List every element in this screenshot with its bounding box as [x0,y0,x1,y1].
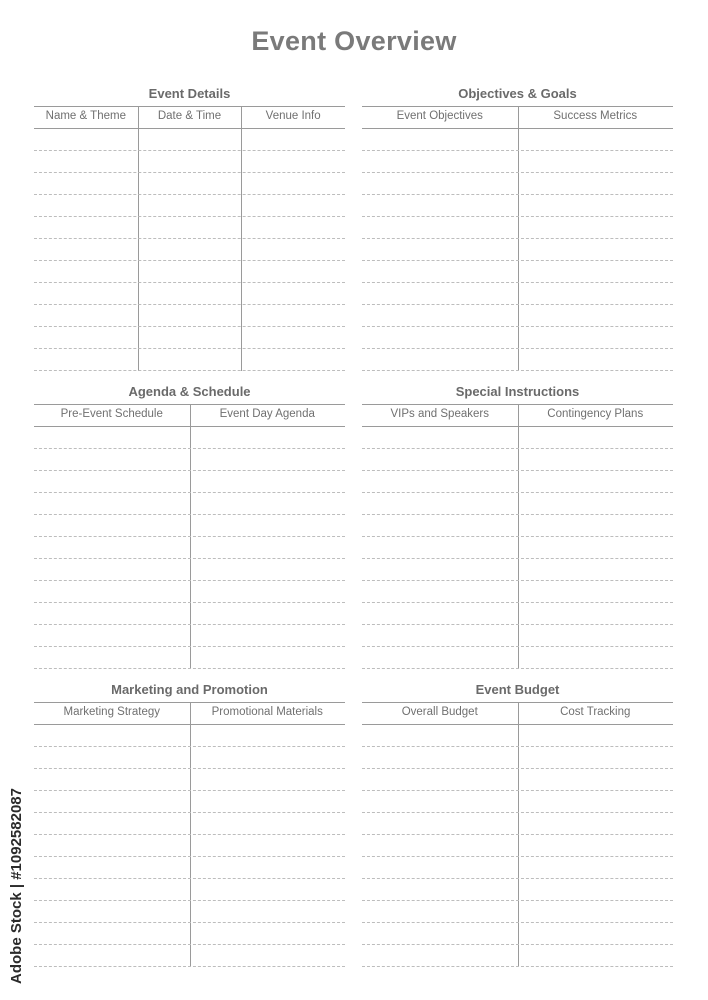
writing-line [34,580,345,581]
column-header: Success Metrics [553,110,638,122]
column-header: Overall Budget [401,706,478,718]
section-title: Objectives & Goals [458,86,577,101]
writing-line [362,492,673,493]
writing-line [34,668,345,669]
section-marketing-promotion [34,682,345,966]
column-divider [190,405,191,669]
section-title: Event Budget [475,682,560,697]
writing-line [34,304,345,305]
writing-line [34,216,345,217]
page-title: Event Overview [251,26,457,56]
section-event-budget [362,682,673,966]
writing-line [34,172,345,173]
writing-line [362,448,673,449]
section-objectives-goals [362,86,673,370]
writing-line [362,900,673,901]
writing-line [34,646,345,647]
column-header: Date & Time [157,110,222,122]
section-title: Agenda & Schedule [128,384,251,399]
stock-watermark: Adobe Stock | #1092582087 [8,788,25,984]
column-divider [190,703,191,967]
writing-line [362,514,673,515]
column-header: Contingency Plans [547,408,644,420]
writing-line [362,668,673,669]
writing-line [362,194,673,195]
writing-line [34,150,345,151]
section-event-details [34,86,345,370]
column-divider [518,703,519,967]
column-divider [518,405,519,669]
writing-line [362,878,673,879]
writing-line [34,470,345,471]
writing-line [34,790,345,791]
section-table [34,106,345,371]
section-title: Special Instructions [455,384,580,399]
column-divider [518,107,519,371]
writing-line [34,834,345,835]
writing-line [362,944,673,945]
writing-line [34,448,345,449]
section-title: Marketing and Promotion [111,682,268,697]
writing-line [362,558,673,559]
writing-line [362,260,673,261]
writing-line [362,370,673,371]
writing-line [362,602,673,603]
writing-line [34,856,345,857]
writing-line [362,966,673,967]
writing-line [34,900,345,901]
column-divider [241,107,242,371]
writing-line [34,624,345,625]
column-header: Cost Tracking [560,706,631,718]
writing-line [362,812,673,813]
section-special-instructions [362,384,673,668]
section-table [362,106,673,371]
writing-line [362,536,673,537]
section-table [34,404,345,669]
writing-line [34,746,345,747]
writing-line [34,348,345,349]
writing-line [34,966,345,967]
writing-line [362,834,673,835]
writing-line [362,348,673,349]
writing-line [362,856,673,857]
section-table [362,404,673,669]
writing-line [362,304,673,305]
writing-line [362,646,673,647]
writing-line [362,624,673,625]
writing-line [34,922,345,923]
writing-line [362,150,673,151]
writing-line [34,878,345,879]
writing-line [34,194,345,195]
column-header: Pre-Event Schedule [60,408,163,420]
writing-line [34,812,345,813]
writing-line [362,470,673,471]
column-header: Venue Info [265,110,321,122]
writing-line [362,922,673,923]
writing-line [362,172,673,173]
writing-line [34,602,345,603]
writing-line [34,944,345,945]
writing-line [362,238,673,239]
writing-line [34,536,345,537]
section-agenda-schedule [34,384,345,668]
writing-line [34,260,345,261]
column-header: VIPs and Speakers [390,408,489,420]
writing-line [362,768,673,769]
column-header: Name & Theme [45,110,126,122]
writing-line [34,514,345,515]
section-table [34,702,345,967]
writing-line [34,238,345,239]
section-title: Event Details [148,86,231,101]
writing-line [34,326,345,327]
writing-line [34,768,345,769]
writing-line [34,282,345,283]
column-header: Event Objectives [396,110,483,122]
writing-line [362,326,673,327]
header-row [34,107,345,129]
writing-line [34,370,345,371]
writing-line [362,746,673,747]
writing-line [34,492,345,493]
writing-line [34,558,345,559]
column-header: Promotional Materials [211,706,323,718]
writing-line [362,282,673,283]
writing-line [362,216,673,217]
writing-line [362,790,673,791]
column-header: Marketing Strategy [63,706,160,718]
column-header: Event Day Agenda [219,408,315,420]
section-table [362,702,673,967]
column-divider [138,107,139,371]
writing-line [362,580,673,581]
